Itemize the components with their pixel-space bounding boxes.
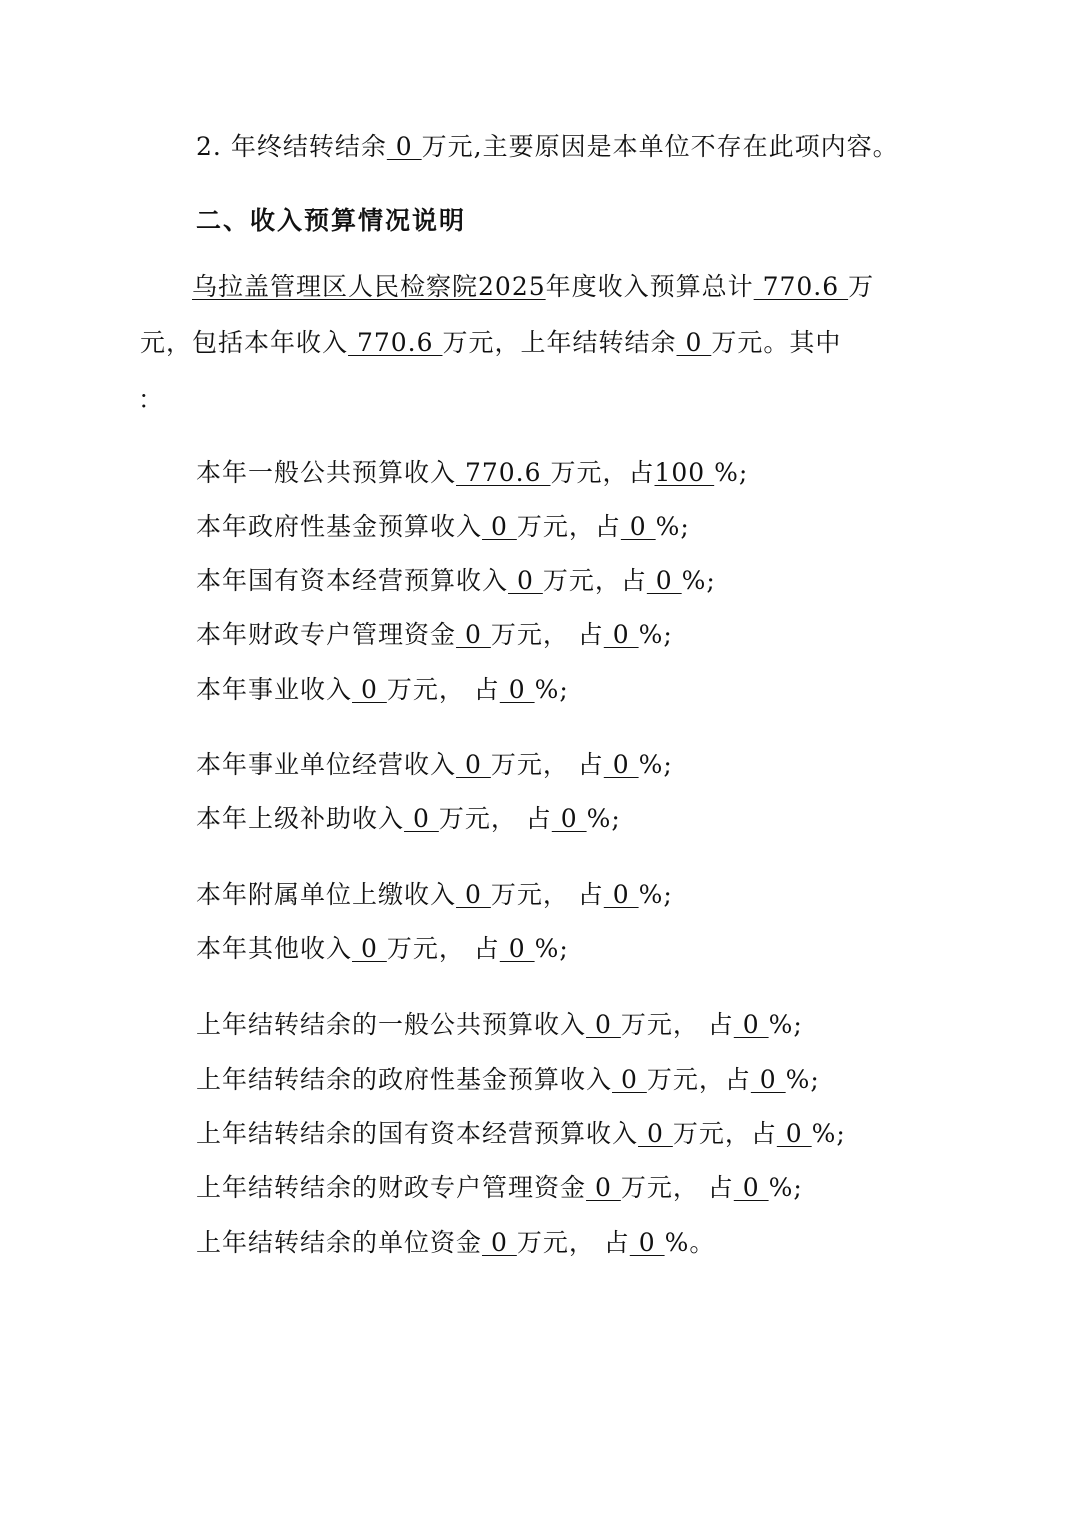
income-item [196,566,716,596]
item-label: 上年结转结余的一般公共预算收入 [196,1010,587,1039]
item-end: %; [785,1065,820,1094]
item-number: 2. [196,132,222,161]
summary-text: 万元，上年结转结余 [442,328,677,357]
item-label: 本年国有资本经营预算收入 [196,566,509,595]
item-end: %; [638,750,673,779]
item-label: 本年财政专户管理资金 [196,620,457,649]
item-unit: 万元， 占 [620,1173,734,1202]
item-amount: 0 [482,512,517,541]
item-end: %; [638,620,673,649]
item-unit: 万元， 占 [490,620,604,649]
income-item [196,750,673,780]
item-end: %; [638,880,673,909]
org-name: 乌拉盖管理区人民检察院2025 [192,272,546,301]
item-amount: 0 [482,1228,517,1257]
summary-line-2 [140,328,841,358]
item-label: 本年其他收入 [196,934,353,963]
item-unit: 万元， 占 [386,934,500,963]
item-percent: 0 [620,512,656,541]
item-end: %; [534,675,569,704]
item-label: 上年结转结余的单位资金 [196,1228,483,1257]
item-percent: 0 [750,1065,786,1094]
item-label: 上年结转结余的国有资本经营预算收入 [196,1119,639,1148]
item-label: 本年政府性基金预算收入 [196,512,483,541]
item-end: %; [534,934,569,963]
item-percent: 0 [499,934,535,963]
item-label: 本年一般公共预算收入 [196,458,457,487]
item-unit: 万元， 占 [438,804,552,833]
item-amount: 0 [456,750,491,779]
item-label: 上年结转结余的财政专户管理资金 [196,1173,587,1202]
item-unit: 万元， 占 [386,675,500,704]
item-end: %; [681,566,716,595]
item-label: 本年附属单位上缴收入 [196,880,457,909]
item-percent: 100 [654,458,715,487]
total-amount: 770.6 [753,272,849,301]
item-label: 本年事业收入 [196,675,353,704]
item-amount: 0 [456,880,491,909]
income-item [196,934,569,964]
item-percent: 0 [603,880,639,909]
income-item [196,512,690,542]
item-unit: 万元，占 [646,1065,751,1094]
carryover-label: 年终结转结余 [230,132,387,161]
item-end: %; [768,1173,803,1202]
item-unit: 万元，占 [516,512,621,541]
item-amount: 0 [586,1173,621,1202]
item-amount: 0 [508,566,543,595]
income-item [196,1173,803,1203]
item-amount: 770.6 [456,458,551,487]
item-amount: 0 [638,1119,673,1148]
item-unit: 万元， 占 [490,880,604,909]
item-unit: 万元，占 [542,566,647,595]
income-item [196,458,748,488]
item-label: 上年结转结余的政府性基金预算收入 [196,1065,613,1094]
income-item [196,1065,820,1095]
item-end: %; [586,804,621,833]
section-heading: 二、收入预算情况说明 [196,206,467,235]
item-unit: 万元， 占 [620,1010,734,1039]
carryover-reason: 万元,主要原因是本单位不存在此项内容。 [421,132,899,161]
item-amount: 0 [352,934,387,963]
item-end: %; [714,458,749,487]
item-label: 本年上级补助收入 [196,804,405,833]
prior-year-amount: 0 [676,328,712,357]
item-unit: 万元，占 [550,458,655,487]
summary-text: 年度收入预算总计 [545,272,754,301]
item-percent: 0 [551,804,587,833]
item-unit: 万元，占 [672,1119,777,1148]
item-end: %; [811,1119,846,1148]
item-percent: 0 [603,750,639,779]
item-percent: 0 [646,566,682,595]
summary-text: 万元。其中 [711,328,842,357]
item-end: %; [768,1010,803,1039]
item-amount: 0 [586,1010,621,1039]
summary-text: 万 [848,272,875,301]
item-unit: 万元， 占 [490,750,604,779]
item-percent: 0 [499,675,535,704]
income-item [196,620,673,650]
carryover-line [196,132,899,162]
summary-line-1 [192,272,874,302]
summary-text: 元，包括本年收入 [140,328,349,357]
income-item [196,1010,803,1040]
item-percent: 0 [776,1119,812,1148]
current-year-amount: 770.6 [348,328,443,357]
item-amount: 0 [404,804,439,833]
income-item [196,804,621,834]
carryover-amount: 0 [386,132,422,161]
item-percent: 0 [733,1173,769,1202]
income-item [196,675,569,705]
item-percent: 0 [603,620,639,649]
income-item [196,880,673,910]
item-end: %; [655,512,690,541]
item-amount: 0 [456,620,491,649]
summary-line-3: ： [138,385,165,414]
item-end: %。 [664,1228,716,1257]
item-amount: 0 [612,1065,647,1094]
item-percent: 0 [629,1228,665,1257]
income-item [196,1228,715,1258]
item-percent: 0 [733,1010,769,1039]
income-item [196,1119,846,1149]
item-unit: 万元， 占 [516,1228,630,1257]
item-label: 本年事业单位经营收入 [196,750,457,779]
item-amount: 0 [352,675,387,704]
